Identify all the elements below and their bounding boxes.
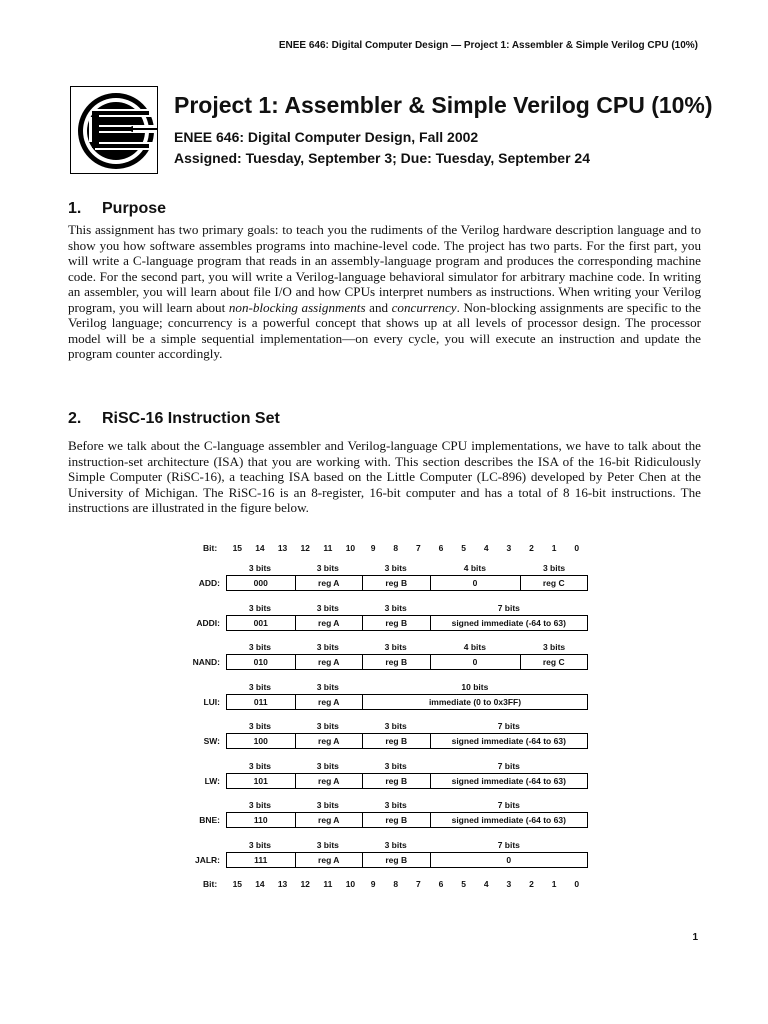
field-width-label: 3 bits (316, 602, 339, 613)
field-width-label: 3 bits (316, 839, 339, 850)
field-width-label: 3 bits (384, 721, 407, 731)
field-width-label: 3 bits (248, 721, 272, 731)
instruction-format-row (226, 575, 588, 591)
bit-number: 12 (300, 543, 310, 553)
bit-label: Bit: (203, 879, 218, 889)
instruction-format-row (226, 852, 588, 868)
bit-label: Bit: (203, 543, 218, 553)
bit-number: 2 (529, 879, 534, 889)
instruction-field: reg A (295, 576, 363, 590)
instruction-field: reg A (295, 813, 363, 827)
field-width-label: 3 bits (316, 642, 339, 652)
bit-number: 0 (574, 543, 580, 553)
field-width-label: 3 bits (384, 800, 407, 810)
instruction-field: signed immediate (-64 to 63) (430, 616, 588, 630)
bit-number: 2 (529, 543, 534, 553)
field-width-label: 3 bits (542, 563, 566, 573)
section-title: Purpose (102, 200, 167, 217)
bit-number: 4 (483, 543, 489, 553)
field-width-label: 3 bits (248, 839, 272, 850)
field-width-label: 3 bits (384, 839, 407, 850)
bit-number: 6 (438, 543, 444, 553)
bit-number: 11 (323, 543, 333, 553)
instruction-format-row (226, 654, 588, 670)
instruction-field: reg C (520, 655, 588, 669)
isa-paragraph: Before we talk about the C-language assembler and Verilog-language CPU implementations, we have to talk about the instruction-set architecture (ISA) that you are working with. This section describes the ISA of the 16-bit Ridiculously Simple Computer (RiSC-16), a teaching ISA based on the Little Computer (LC-896) developed by Peter Chen at the University of Michigan. The RiSC-16 is an 8-register, 16-bit computer and has a total of 8 16-bit instructions. The instructions are illustrated in the figure below. (68, 438, 701, 515)
instruction-field: 110 (253, 815, 268, 825)
instruction-field: reg B (362, 734, 430, 748)
instruction-field: 0 (430, 655, 520, 669)
bit-number: 7 (415, 879, 421, 889)
bit-number: 8 (393, 879, 399, 889)
field-width-label: 3 bits (316, 681, 339, 692)
field-width-label: 7 bits (497, 602, 520, 613)
section-title: RiSC-16 Instruction Set (102, 410, 280, 427)
bit-number: 12 (300, 879, 310, 889)
emphasis-non-blocking: non-blocking assignments (228, 299, 366, 315)
instruction-field: reg B (362, 655, 430, 669)
instruction-field: reg A (295, 695, 363, 709)
instruction-field: 000 (253, 578, 268, 588)
bit-number: 5 (461, 543, 466, 553)
instruction-field: signed immediate (-64 to 63) (430, 734, 588, 748)
field-width-label: 3 bits (384, 563, 407, 573)
field-width-label: 3 bits (316, 563, 339, 573)
bit-number: 14 (255, 879, 265, 889)
instruction-field: 0 (430, 853, 588, 867)
instruction-field: 0 (430, 576, 520, 590)
bit-number: 4 (483, 879, 489, 889)
instruction-name: NAND: (192, 657, 220, 667)
field-width-label: 3 bits (316, 800, 339, 810)
bit-number: 15 (232, 879, 243, 889)
field-width-label: 3 bits (248, 602, 272, 613)
field-width-label: 3 bits (542, 642, 566, 652)
bit-number: 11 (323, 879, 333, 889)
bit-number: 0 (574, 879, 580, 889)
field-width-label: 7 bits (497, 839, 520, 850)
bit-number: 1 (551, 543, 557, 553)
instruction-field: reg B (362, 576, 430, 590)
field-width-label: 10 bits (461, 681, 489, 692)
instruction-field: reg B (362, 813, 430, 827)
bit-number: 10 (345, 543, 356, 553)
running-header: ENEE 646: Digital Computer Design — Project 1: Assembler & Simple Verilog CPU (10%) (278, 40, 698, 51)
purpose-text-2: and (365, 299, 392, 315)
bit-number: 10 (345, 879, 356, 889)
instruction-field: reg A (295, 734, 363, 748)
instruction-field: 010 (253, 657, 268, 667)
instruction-format-row (226, 615, 588, 631)
emphasis-concurrency: concurrency (391, 299, 457, 315)
field-width-label: 4 bits (463, 642, 486, 652)
instruction-name: SW: (203, 736, 220, 746)
instruction-field: reg A (295, 616, 363, 630)
instruction-field: 001 (253, 617, 268, 628)
section-number: 2. (68, 410, 82, 427)
field-width-label: 3 bits (384, 642, 407, 652)
field-width-label: 4 bits (463, 563, 486, 573)
instruction-field: reg B (362, 616, 430, 630)
instruction-field: reg B (362, 774, 430, 788)
field-width-label: 3 bits (316, 721, 339, 731)
bit-number: 9 (370, 879, 376, 889)
instruction-field: reg A (295, 774, 363, 788)
field-width-label: 3 bits (248, 563, 272, 573)
instruction-name: LW: (204, 775, 220, 786)
instruction-field: 101 (253, 775, 268, 786)
instruction-field: immediate (0 to 0x3FF) (362, 695, 587, 709)
bit-number: 15 (232, 543, 243, 553)
assignment-dates: Assigned: Tuesday, September 3; Due: Tuesday, September 24 (174, 150, 590, 166)
instruction-format-row (226, 694, 588, 710)
field-width-label: 3 bits (384, 760, 407, 771)
instruction-field: signed immediate (-64 to 63) (430, 813, 588, 827)
field-width-label: 3 bits (384, 602, 407, 613)
instruction-name: LUI: (203, 696, 220, 707)
instruction-field: 111 (254, 854, 268, 865)
bit-number: 8 (393, 543, 399, 553)
bit-number: 13 (277, 879, 288, 889)
field-width-label: 3 bits (248, 681, 272, 692)
instruction-format-row (226, 773, 588, 789)
document-title: Project 1: Assembler & Simple Verilog CPU (10%) (174, 92, 713, 118)
instruction-field: reg A (295, 655, 363, 669)
bit-number: 9 (370, 543, 376, 553)
instruction-field: 100 (253, 736, 268, 746)
field-width-label: 7 bits (497, 800, 520, 810)
purpose-text-1: This assignment has two primary goals: to teach you the rudiments of the Verilog hardware description language and to show you how software assembles programs into machine-level code. The project has two parts. For the first part, you will write a C-language program that reads in an assembly-language program and produces the corresponding machine code. For the second part, you will write a Verilog-language behavioral simulator for arbitrary machine code. In writing an assembler, you will learn about file I/O and how CPUs interpret numbers as instructions. When writing your Verilog program, you will learn about (68, 222, 701, 315)
instruction-field: reg B (362, 853, 430, 867)
bit-number: 13 (277, 543, 288, 553)
bit-number: 6 (438, 879, 444, 889)
bit-number: 7 (415, 543, 421, 553)
field-width-label: 3 bits (248, 760, 272, 771)
instruction-field: signed immediate (-64 to 63) (430, 774, 588, 788)
instruction-name: ADDI: (196, 617, 220, 628)
bit-number: 1 (551, 879, 557, 889)
course-subtitle: ENEE 646: Digital Computer Design, Fall 2002 (174, 129, 479, 145)
field-width-label: 3 bits (248, 642, 272, 652)
bit-number: 3 (506, 879, 512, 889)
field-width-label: 7 bits (497, 760, 520, 771)
field-width-label: 7 bits (497, 721, 520, 731)
instruction-format-row (226, 812, 588, 828)
instruction-format-row (226, 733, 588, 749)
instruction-field: reg A (295, 853, 363, 867)
page-number: 1 (692, 932, 698, 943)
bit-number: 14 (255, 543, 265, 553)
bit-number: 5 (461, 879, 466, 889)
instruction-name: BNE: (199, 815, 220, 825)
instruction-field: reg C (520, 576, 588, 590)
field-width-label: 3 bits (316, 760, 339, 771)
purpose-text-3: . Non-blocking assignments are specific to the Verilog language; concurrency is a powerful concept that shows up at all levels of processor design. The processor model will be a simple sequential implementation—on every cycle, you will execute an instruction and update the program counter accordingly. (68, 299, 701, 361)
field-width-label: 3 bits (248, 800, 272, 810)
instruction-name: ADD: (198, 578, 220, 588)
bit-number: 3 (506, 543, 512, 553)
instruction-field: 011 (253, 696, 268, 707)
section-number: 1. (68, 200, 82, 217)
instruction-name: JALR: (194, 854, 220, 865)
